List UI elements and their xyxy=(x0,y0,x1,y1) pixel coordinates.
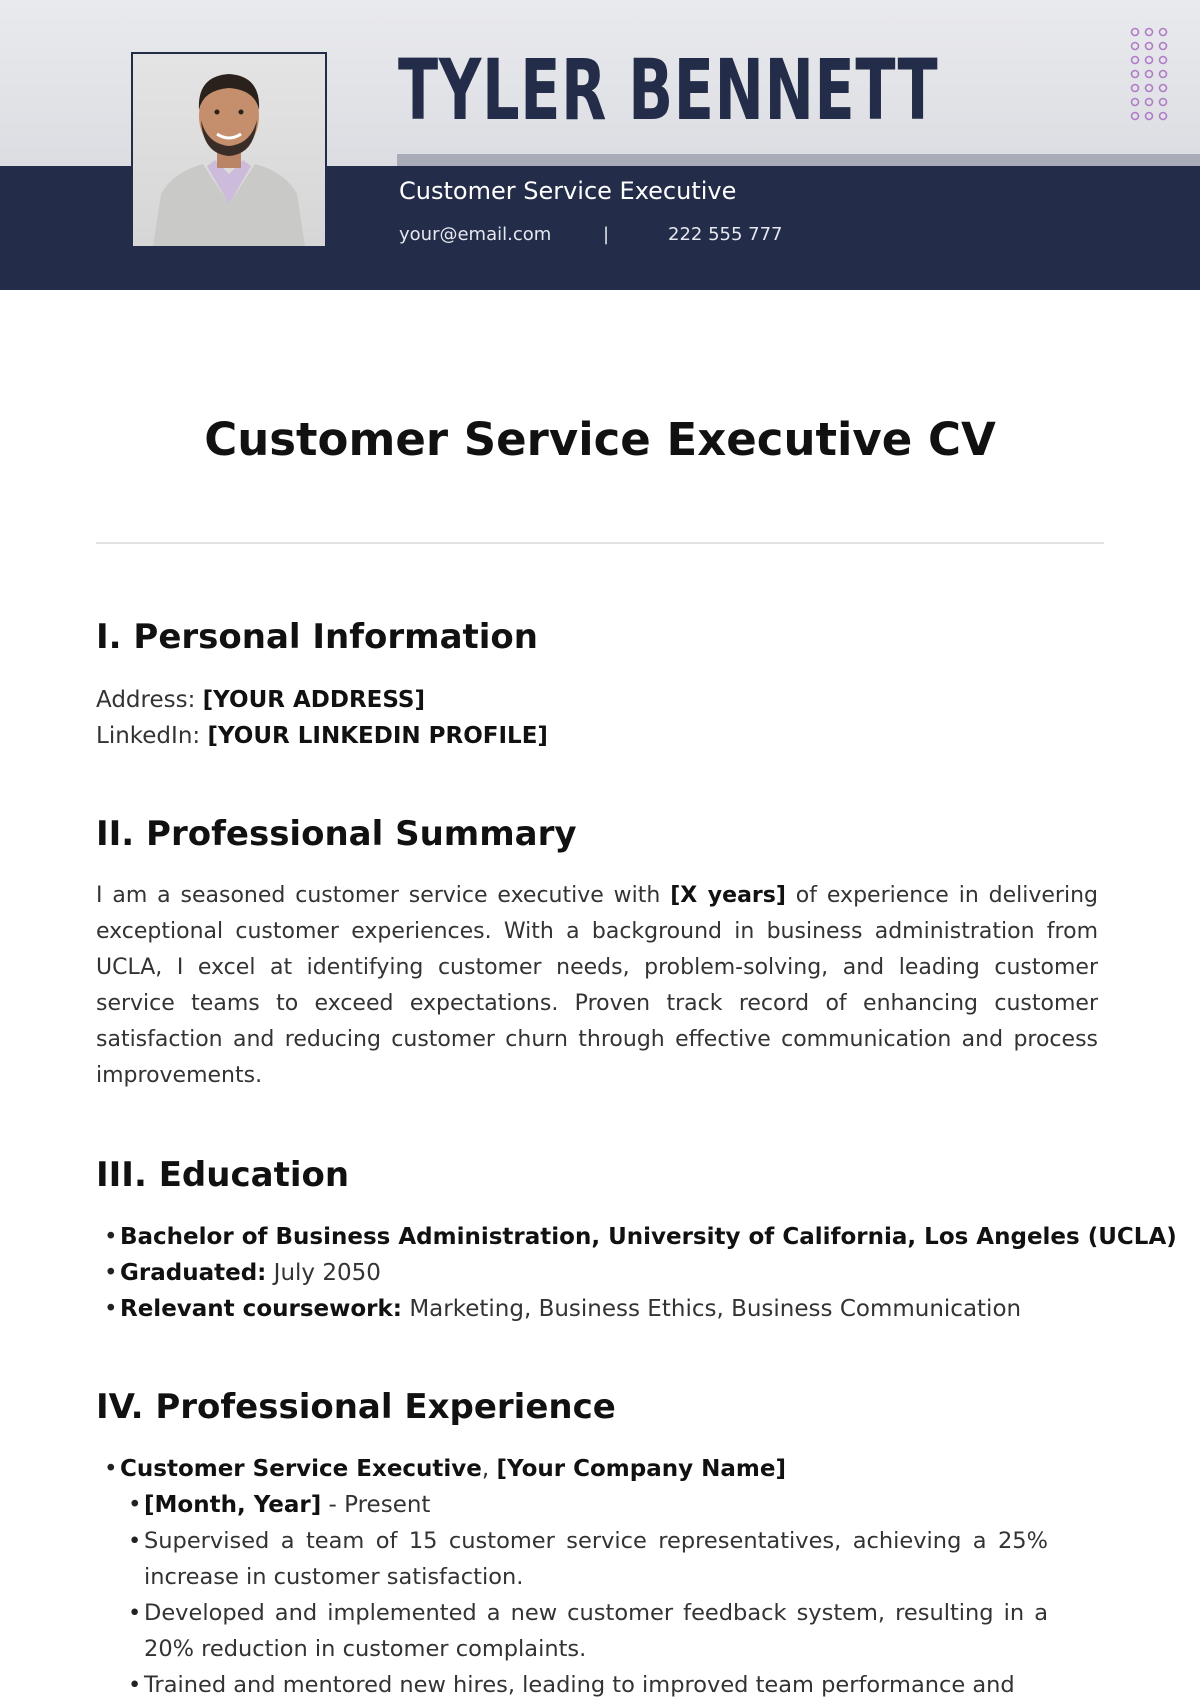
profile-portrait xyxy=(133,54,325,246)
profile-photo xyxy=(131,52,327,248)
education-degree: Bachelor of Business Administration, University of California, Los Angeles (UCLA) xyxy=(120,1224,1177,1250)
linkedin-value: [YOUR LINKEDIN PROFILE] xyxy=(207,723,548,749)
contact-email: your@email.com xyxy=(399,224,552,245)
experience-bullet: • Developed and implemented a new customer feedback system, resulting in a 20% reduction in customer complaints. xyxy=(144,1595,1048,1667)
header-accent-stripe xyxy=(397,154,1200,166)
experience-period-item xyxy=(144,1487,430,1523)
section-heading-education: III. Education xyxy=(96,1155,350,1195)
summary-paragraph xyxy=(96,878,1098,1094)
education-graduated-item xyxy=(120,1255,381,1291)
section-heading-experience: IV. Professional Experience xyxy=(96,1387,616,1427)
education-degree-item xyxy=(120,1219,1177,1255)
decorative-dots-pattern xyxy=(1130,27,1174,131)
education-coursework-item xyxy=(120,1291,1021,1327)
address-label: Address: xyxy=(96,687,196,713)
coursework-label: Relevant coursework: xyxy=(120,1296,403,1322)
period-end: - Present xyxy=(321,1492,431,1518)
job-company: [Your Company Name] xyxy=(496,1456,786,1482)
summary-text-start: I am a seasoned customer service executive with xyxy=(96,883,671,908)
coursework-value: Marketing, Business Ethics, Business Communication xyxy=(402,1296,1022,1322)
graduated-value: July 2050 xyxy=(266,1260,381,1286)
summary-years: [X years] xyxy=(670,883,786,908)
period-start: [Month, Year] xyxy=(144,1492,322,1518)
contact-separator: | xyxy=(603,224,610,245)
candidate-name: TYLER BENNETT xyxy=(398,41,939,139)
graduated-label: Graduated: xyxy=(120,1260,267,1286)
section-heading-summary: II. Professional Summary xyxy=(96,814,577,854)
linkedin-line xyxy=(96,718,548,754)
experience-job-item xyxy=(120,1451,786,1487)
experience-bullet: • Trained and mentored new hires, leading to improved team performance and xyxy=(144,1667,1048,1703)
section-heading-personal: I. Personal Information xyxy=(96,617,538,657)
title-divider xyxy=(96,542,1104,544)
document-title: Customer Service Executive CV xyxy=(204,413,996,466)
contact-phone: 222 555 777 xyxy=(668,224,783,245)
job-title: Customer Service Executive xyxy=(120,1456,482,1482)
experience-bullet: • Supervised a team of 15 customer service representatives, achieving a 25% increase in customer satisfaction. xyxy=(144,1523,1048,1595)
address-value: [YOUR ADDRESS] xyxy=(202,687,425,713)
job-separator: , xyxy=(481,1456,497,1482)
candidate-role: Customer Service Executive xyxy=(399,177,737,205)
linkedin-label: LinkedIn: xyxy=(96,723,201,749)
address-line xyxy=(96,682,425,718)
summary-text-end: of experience in delivering exceptional customer experiences. With a background in business administration from UCLA, I excel at identifying customer needs, problem-solving, and leading customer service teams to exceed expectations. Proven track record of enhancing customer satisfaction and reducing customer churn through effective communication and process improvements. xyxy=(96,883,1098,1088)
